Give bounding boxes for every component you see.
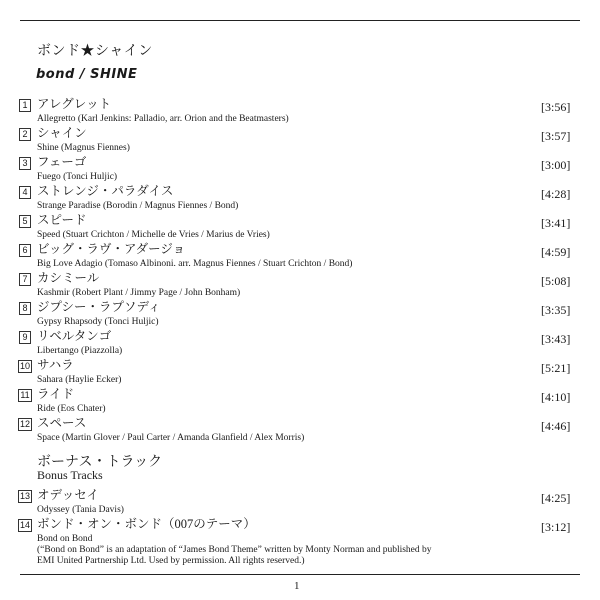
track-title-english: Shine (Magnus Fiennes): [37, 143, 130, 153]
album-title-japanese: ボンド★シャイン: [37, 44, 153, 59]
track-title-japanese: ライド: [37, 387, 75, 401]
track-number: 1: [19, 99, 31, 112]
track-number: 5: [19, 215, 31, 228]
track-duration: [3:56]: [541, 100, 571, 114]
track-duration: [3:35]: [541, 303, 571, 317]
track-title-japanese: サハラ: [37, 358, 74, 372]
track-title-japanese: オデッセイ: [37, 488, 99, 502]
track-title-english: Ride (Eos Chater): [37, 404, 106, 414]
track-title-english: Allegretto (Karl Jenkins: Palladio, arr. Orion and the Beatmasters): [37, 114, 289, 124]
track-duration: [3:43]: [541, 332, 571, 346]
track-title-japanese: カシミール: [37, 271, 100, 285]
track-duration: [4:46]: [541, 419, 571, 433]
track-duration: [3:00]: [541, 158, 571, 172]
track-row: [0, 387, 600, 416]
track-row: [0, 126, 600, 155]
track-title-japanese: ビッグ・ラヴ・アダージョ: [37, 242, 186, 256]
track-title-english: Space (Martin Glover / Paul Carter / Amanda Glanfield / Alex Morris): [37, 433, 305, 443]
track-title-japanese: ストレンジ・パラダイス: [37, 184, 174, 198]
top-rule: [20, 20, 580, 21]
track-title-japanese: スピード: [37, 213, 87, 227]
track-title-english: Big Love Adagio (Tomaso Albinoni. arr. Magnus Fiennes / Stuart Crichton / Bond): [37, 259, 353, 269]
track-duration: [4:59]: [541, 245, 571, 259]
track-duration: [3:57]: [541, 129, 571, 143]
track-row: [0, 213, 600, 242]
track-title-english: Libertango (Piazzolla): [37, 346, 123, 356]
copyright-note: [37, 545, 432, 567]
track-title-english: Fuego (Tonci Huljic): [37, 172, 118, 182]
track-title-english: Speed (Stuart Crichton / Michelle de Vries / Marius de Vries): [37, 230, 270, 240]
track-duration: [3:41]: [541, 216, 571, 230]
track-title-english: Strange Paradise (Borodin / Magnus Fiennes / Bond): [37, 201, 239, 211]
track-number: 11: [18, 389, 32, 402]
track-duration: [3:12]: [541, 520, 571, 534]
track-title-japanese: スペース: [37, 416, 87, 430]
track-row: [0, 155, 600, 184]
bonus-heading-english: Bonus Tracks: [37, 468, 103, 482]
track-row: [0, 271, 600, 300]
track-duration: [4:10]: [541, 390, 571, 404]
track-title-japanese: ジプシー・ラプソディ: [37, 300, 161, 314]
track-row: [0, 300, 600, 329]
track-number: 4: [19, 186, 31, 199]
track-title-japanese: アレグレット: [37, 97, 112, 111]
track-row: [0, 488, 600, 517]
track-number: 12: [19, 419, 30, 429]
track-number: 8: [19, 302, 31, 315]
copyright-note-line: EMI United Partnership Ltd. Used by permission. All rights reserved.): [37, 556, 305, 566]
track-title-japanese: フェーゴ: [37, 155, 87, 169]
track-duration: [4:28]: [541, 187, 571, 201]
track-number: 2: [19, 128, 31, 141]
track-number: 10: [19, 361, 30, 371]
page-number: 1: [294, 580, 300, 592]
track-number: 6: [19, 244, 31, 257]
track-title-english: Odyssey (Tania Davis): [37, 505, 124, 515]
track-number: 14: [19, 520, 30, 530]
track-number: 9: [19, 331, 31, 344]
track-title-japanese: シャイン: [37, 126, 87, 140]
track-number: 3: [19, 157, 31, 170]
album-title-logo: bond / SHINE: [36, 67, 138, 82]
track-row: [0, 329, 600, 358]
track-title-english: Sahara (Haylie Ecker): [37, 375, 122, 385]
track-row: [0, 97, 600, 126]
track-title-japanese: ボンド・オン・ボンド（007のテーマ）: [37, 517, 256, 531]
track-title-english: Kashmir (Robert Plant / Jimmy Page / John Bonham): [37, 288, 241, 298]
track-title-english: Gypsy Rhapsody (Tonci Huljic): [37, 317, 159, 327]
track-title-japanese: リベルタンゴ: [37, 329, 112, 343]
track-duration: [5:08]: [541, 274, 571, 288]
track-title-english: Bond on Bond: [37, 534, 93, 544]
track-row: [0, 242, 600, 271]
track-duration: [5:21]: [541, 361, 571, 375]
track-number: 7: [19, 273, 31, 286]
track-row: [0, 517, 600, 546]
bonus-heading-japanese: ボーナス・トラック: [37, 455, 163, 470]
track-row: [0, 184, 600, 213]
bottom-rule: [20, 574, 580, 575]
track-number: 13: [19, 491, 30, 501]
track-duration: [4:25]: [541, 491, 571, 505]
track-row: [0, 416, 600, 445]
track-row: [0, 358, 600, 387]
copyright-note-line: (“Bond on Bond” is an adaptation of “James Bond Theme” written by Monty Norman and published by: [37, 545, 432, 555]
